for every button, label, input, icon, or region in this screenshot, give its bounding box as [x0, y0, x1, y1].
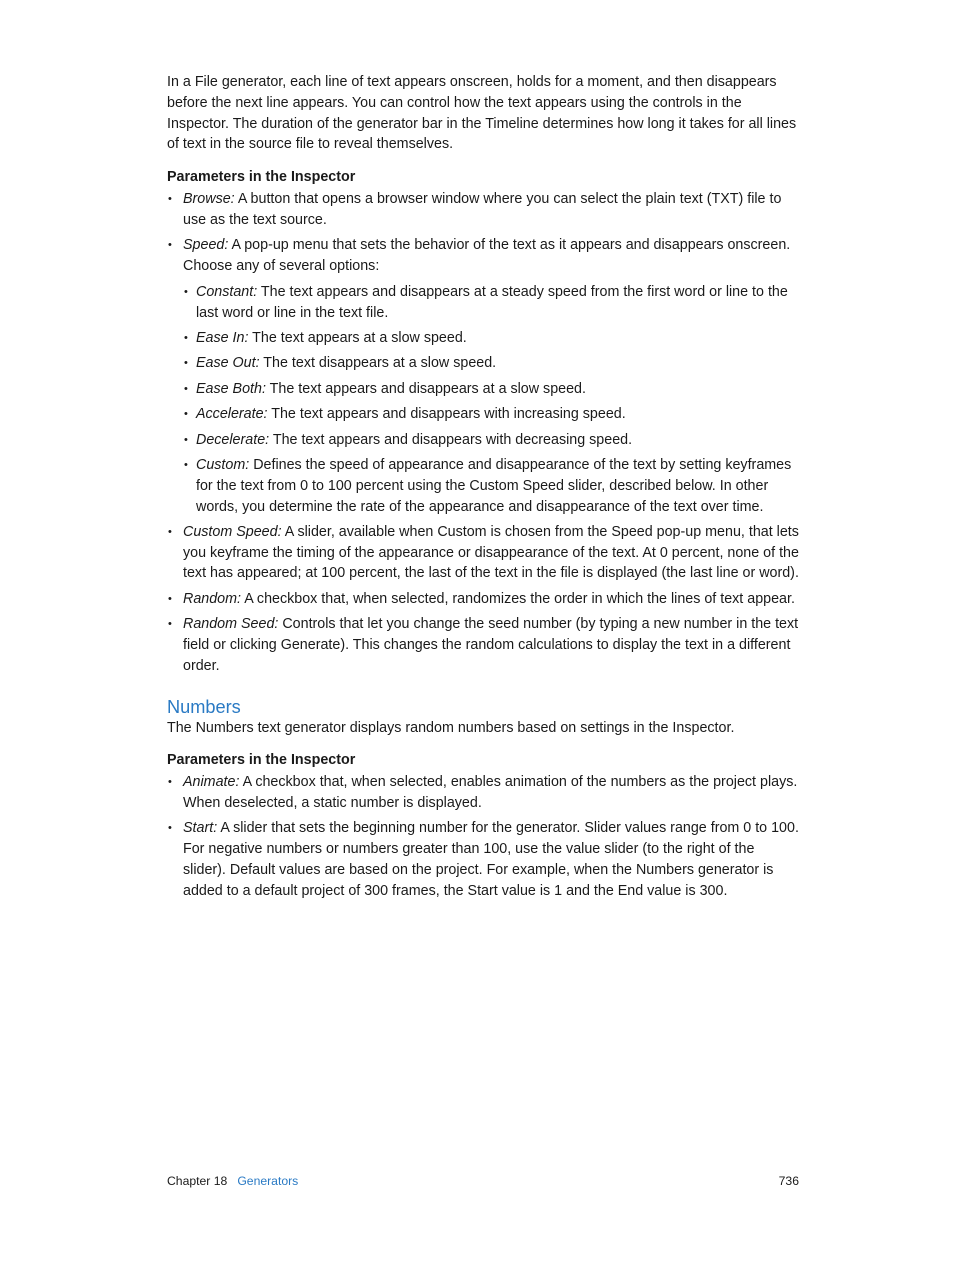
- speed-options-list: [183, 282, 799, 518]
- list-item: [183, 430, 799, 451]
- numbers-description: The Numbers text generator displays random numbers based on settings in the Inspector.: [167, 719, 735, 736]
- option-term: Ease Out:: [196, 355, 260, 372]
- list-item: [183, 379, 799, 400]
- list-item: [183, 353, 799, 374]
- list-item: [167, 522, 799, 584]
- param-text: Controls that let you change the seed number (by typing a new number in the text field or clicking Generate). This changes the random calculations to display the text in a different order.: [183, 616, 799, 674]
- list-item: [167, 614, 799, 676]
- list-item: [183, 328, 799, 349]
- numbers-params-heading: Parameters in the Inspector: [167, 752, 356, 769]
- list-item: [183, 282, 799, 324]
- page-footer: [167, 1172, 799, 1190]
- option-term: Accelerate:: [196, 406, 268, 423]
- param-term: Random:: [183, 590, 242, 607]
- file-params-heading: Parameters in the Inspector: [167, 169, 356, 186]
- list-item: [167, 818, 799, 901]
- param-text: A checkbox that, when selected, randomizes the order in which the lines of text appear.: [241, 590, 795, 607]
- numbers-params-list: [167, 772, 799, 901]
- param-text: A slider that sets the beginning number for the generator. Slider values range from 0 to 100. For negative numbers or numbers greater than 100, use the value slider (to the right of the slider). Default values are based on the project. For example, when the Numbers generator is added to a default project of 300 frames, the Start value is 1 and the End value is 300.: [183, 820, 799, 899]
- page-number: 736: [778, 1174, 799, 1188]
- option-text: The text appears and disappears with decreasing speed.: [269, 431, 633, 448]
- param-term: Animate:: [183, 774, 240, 791]
- option-text: The text appears and disappears with increasing speed.: [267, 406, 626, 423]
- param-term: Custom Speed:: [183, 523, 282, 540]
- param-term: Browse:: [183, 190, 235, 207]
- option-term: Custom:: [196, 456, 250, 473]
- param-text: A pop-up menu that sets the behavior of the text as it appears and disappears onscreen. Choose any of several options:: [183, 237, 791, 274]
- numbers-section-title: Numbers: [167, 696, 241, 717]
- param-term: Speed:: [183, 237, 229, 254]
- page-content: [167, 72, 799, 906]
- option-term: Constant:: [196, 283, 258, 300]
- list-item: [167, 235, 799, 517]
- intro-paragraph: In a File generator, each line of text appears onscreen, holds for a moment, and then disappears before the next line appears. You can control how the text appears using the controls in the Inspector. The duration of the generator bar in the Timeline determines how long it takes for all lines of text in the source file to reveal themselves.: [167, 74, 797, 153]
- footer-chapter-link[interactable]: Generators: [237, 1174, 299, 1188]
- list-item: [167, 772, 799, 814]
- list-item: [167, 589, 799, 610]
- option-text: The text disappears at a slow speed.: [259, 355, 497, 372]
- param-text: A button that opens a browser window where you can select the plain text (TXT) file to use as the text source.: [183, 190, 782, 228]
- list-item: [183, 455, 799, 517]
- param-term: Start:: [183, 820, 218, 837]
- option-text: The text appears and disappears at a slow speed.: [265, 380, 586, 397]
- file-params-list: [167, 189, 799, 677]
- option-text: The text appears at a slow speed.: [248, 329, 467, 346]
- list-item: [167, 189, 799, 231]
- option-term: Decelerate:: [196, 431, 270, 448]
- option-text: The text appears and disappears at a steady speed from the first word or line to the last word or line in the text file.: [196, 283, 788, 321]
- option-text: Defines the speed of appearance and disappearance of the text by setting keyframes for the text from 0 to 100 percent using the Custom Speed slider, described below. In other words, you determine the rate of the appearance and disappearance of the text over time.: [196, 456, 792, 515]
- param-text: A slider, available when Custom is chosen from the Speed pop-up menu, that lets you keyframe the timing of the appearance or disappearance of the text. At 0 percent, none of the text has appeared; at 100 percent, the last of the text in the file is displayed (the last line or word).: [183, 523, 799, 582]
- param-text: A checkbox that, when selected, enables animation of the numbers as the project plays. When deselected, a static number is displayed.: [183, 774, 798, 812]
- param-term: Random Seed:: [183, 616, 279, 633]
- option-term: Ease Both:: [196, 380, 266, 397]
- footer-chapter: Chapter 18: [167, 1174, 228, 1188]
- list-item: [183, 404, 799, 425]
- option-term: Ease In:: [196, 329, 249, 346]
